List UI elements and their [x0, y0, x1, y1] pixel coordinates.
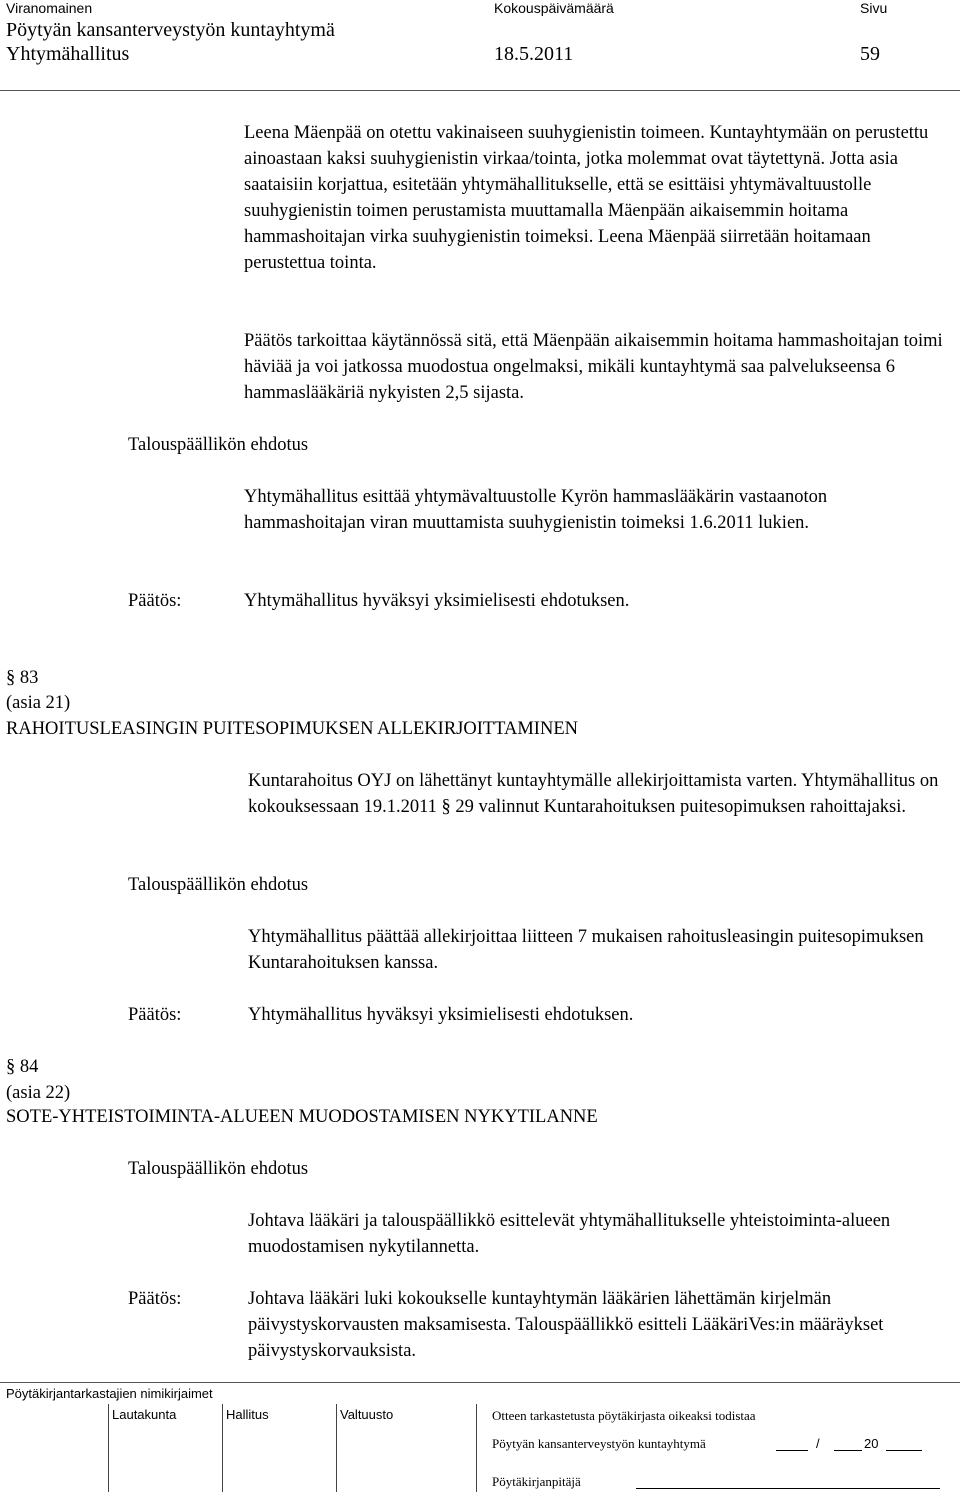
- s83-number: § 83: [6, 668, 39, 688]
- s83-title: RAHOITUSLEASINGIN PUITESOPIMUKSEN ALLEKIRJOITTAMINEN: [6, 719, 578, 739]
- s83-proposal-label: Talouspäällikön ehdotus: [128, 875, 309, 895]
- s84-proposal-label: Talouspäällikön ehdotus: [128, 1159, 309, 1179]
- header-organization: Pöytyän kansanterveystyön kuntayhtymä: [6, 19, 335, 41]
- s82-proposal: Yhtymähallitus esittää yhtymävaltuustolle Kyrön hammaslääkärin vastaanoton hammashoitajan viran muuttamista suuhygienistin toimeksi 1.6.2011 lukien.: [244, 487, 828, 533]
- footer-year: 20: [864, 1436, 879, 1451]
- s84-asia: (asia 22): [6, 1083, 71, 1103]
- footer-col-executive: Hallitus: [226, 1407, 269, 1422]
- footer-col-council: Valtuusto: [340, 1407, 394, 1422]
- s82-decision-label: Päätös:: [128, 591, 182, 611]
- s84-title: SOTE-YHTEISTOIMINTA-ALUEEN MUODOSTAMISEN NYKYTILANNE: [6, 1107, 598, 1127]
- footer-keeper-signature-line: [636, 1488, 940, 1489]
- s84-decision-label: Päätös:: [128, 1289, 182, 1309]
- header-label-page: Sivu: [860, 0, 888, 16]
- header-page-number: 59: [860, 43, 880, 65]
- footer-divider-2: [222, 1404, 223, 1492]
- footer-year-blank: [886, 1450, 922, 1451]
- footer-divider-4: [476, 1404, 477, 1492]
- header-label-meeting-date: Kokouspäivämäärä: [494, 0, 614, 16]
- s82-proposal-label: Talouspäällikön ehdotus: [128, 435, 309, 455]
- footer-rule: [0, 1382, 960, 1383]
- footer-initials-label: Pöytäkirjantarkastajien nimikirjaimet: [6, 1386, 213, 1401]
- s83-asia: (asia 21): [6, 693, 71, 713]
- footer-keeper-label: Pöytäkirjanpitäjä: [492, 1474, 581, 1489]
- s83-decision-label: Päätös:: [128, 1005, 182, 1025]
- s82-paragraph-1: Leena Mäenpää on otettu vakinaiseen suuhygienistin toimeen. Kuntayhtymään on perustettu ainoastaan kaksi suuhygienistin virkaa/tointa, jotka molemmat ovat täytettynä. Jotta asia saataisiin korjattua, esitetään yhtymähallitukselle, että se esittäisi yhtymävaltuustolle suuhygienistin toimen perustamista muuttamalla Mäenpään aikaisemmin hoitama hammashoitajan virka suuhygienistin toimeksi. Leena Mäenpää siirretään hoitamaan perustettua tointa.: [244, 123, 929, 273]
- header-body: Yhtymähallitus: [6, 43, 130, 65]
- footer-divider-1: [108, 1404, 109, 1492]
- footer-organization: Pöytyän kansanterveystyön kuntayhtymä: [492, 1436, 706, 1451]
- s83-decision: Yhtymähallitus hyväksyi yksimielisesti ehdotuksen.: [248, 1005, 634, 1025]
- s84-proposal: Johtava lääkäri ja talouspäällikkö esittelevät yhtymähallitukselle yhteistoiminta-alueen muodostamisen nykytilannetta.: [248, 1211, 891, 1257]
- s82-decision: Yhtymähallitus hyväksyi yksimielisesti ehdotuksen.: [244, 591, 630, 611]
- header-rule: [0, 90, 960, 91]
- s83-paragraph-1: Kuntarahoitus OYJ on lähettänyt kuntayhtymälle allekirjoittamista varten. Yhtymähallitus on kokouksessaan 19.1.2011 § 29 valinnut Kuntarahoituksen puitesopimuksen rahoittajaksi.: [248, 771, 939, 817]
- footer-month-blank: [834, 1450, 862, 1451]
- s84-decision: Johtava lääkäri luki kokoukselle kuntayhtymän lääkärien lähettämän kirjelmän päivystyskorvausten maksamisesta. Talouspäällikkö esitteli LääkäriVes:in määräykset päivystyskorvauksista.: [248, 1289, 884, 1361]
- footer-day-blank: [776, 1450, 808, 1451]
- s83-proposal: Yhtymähallitus päättää allekirjoittaa liitteen 7 mukaisen rahoitusleasingin puitesopimuksen Kuntarahoituksen kanssa.: [248, 927, 924, 973]
- footer-col-board: Lautakunta: [112, 1407, 177, 1422]
- footer-divider-3: [336, 1404, 337, 1492]
- header-label-authority: Viranomainen: [6, 0, 93, 16]
- header-date: 18.5.2011: [494, 43, 574, 65]
- footer-slash: /: [816, 1436, 820, 1451]
- s82-paragraph-2: Päätös tarkoittaa käytännössä sitä, että Mäenpään aikaisemmin hoitama hammashoitajan toimi häviää ja voi jatkossa muodostua ongelmaksi, mikäli kuntayhtymä saa palvelukseensa 6 hammaslääkäriä nykyisten 2,5 sijasta.: [244, 331, 943, 403]
- footer-certified-text: Otteen tarkastetusta pöytäkirjasta oikeaksi todistaa: [492, 1408, 756, 1423]
- s84-number: § 84: [6, 1057, 39, 1077]
